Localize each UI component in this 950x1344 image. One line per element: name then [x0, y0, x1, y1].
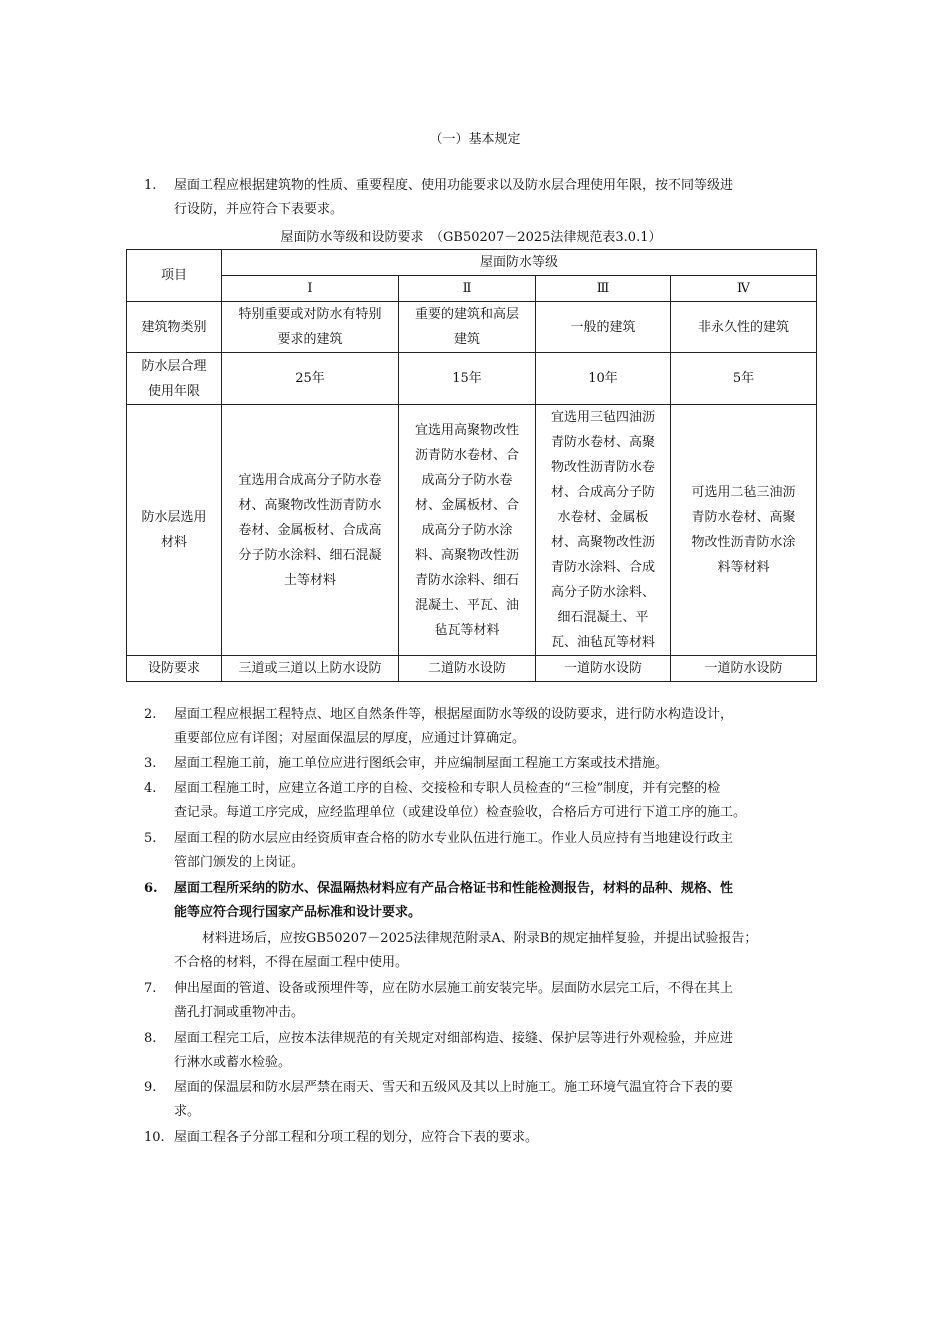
list-item-1: [144, 174, 804, 222]
header-level-1: Ⅰ: [222, 276, 399, 302]
item-text-line: 屋面工程应根据建筑物的性质、重要程度、使用功能要求以及防水层合理使用年限，按不同等级进: [174, 178, 734, 193]
note-line: 不合格的材料，不得在屋面工程中使用。: [174, 955, 409, 970]
item-number: 6.: [144, 881, 158, 896]
table-cell: 一道防水设防: [671, 656, 817, 682]
table-cell: 5年: [671, 353, 817, 405]
item-number: 9.: [144, 1080, 157, 1095]
item-number: 1.: [144, 178, 157, 193]
item-text-line: 屋面工程施工前，施工单位应进行图纸会审，并应编制屋面工程施工方案或技术措施。: [174, 756, 669, 771]
list-item-7: [144, 977, 804, 1025]
header-grade-group: 屋面防水等级: [222, 250, 817, 276]
item-text-line: 行设防，并应符合下表要求。: [174, 202, 344, 217]
table-cell: 15年: [399, 353, 536, 405]
item-text-line: 屋面工程施工时，应建立各道工序的自检、交接检和专职人员检查的“三检”制度，并有完整的检: [174, 781, 721, 796]
list-item-6: [144, 877, 804, 925]
item-number: 3.: [144, 756, 157, 771]
table-cell: 宜选用合成高分子防水卷 材、高聚物改性沥青防水 卷材、金属板材、合成高 分子防水涂料、细石混凝 土等材料: [222, 405, 399, 656]
header-level-3: Ⅲ: [536, 276, 671, 302]
item-text-line: 屋面的保温层和防水层严禁在雨天、雪天和五级风及其以上时施工。施工环境气温宜符合下表的要: [174, 1080, 734, 1095]
table-row-building-category: [127, 302, 817, 353]
table-row-service-life: [127, 353, 817, 405]
table-caption: 屋面防水等级和设防要求 （GB50207－2025法律规范表3.0.1）: [280, 230, 662, 245]
list-item-4: [144, 777, 804, 825]
item-number: 5.: [144, 831, 157, 846]
item-text-line: 屋面工程的防水层应由经资质审查合格的防水专业队伍进行施工。作业人员应持有当地建设行政主: [174, 831, 734, 846]
table-cell: 一般的建筑: [536, 302, 671, 353]
row-label: 防水层合理 使用年限: [127, 353, 222, 405]
list-item-2: [144, 703, 804, 751]
row-label: 建筑物类别: [127, 302, 222, 353]
table-cell: 可选用二毡三油沥 青防水卷材、高聚 物改性沥青防水涂 料等材料: [671, 405, 817, 656]
item-number: 7.: [144, 981, 157, 996]
item-text-line: 屋面工程各子分部工程和分项工程的划分，应符合下表的要求。: [174, 1130, 539, 1145]
table-cell: 三道或三道以上防水设防: [222, 656, 399, 682]
item-text-line: 屋面工程所采纳的防水、保温隔热材料应有产品合格证书和性能检测报告，材料的品种、规格、性: [174, 881, 734, 896]
item-text-line: 求。: [174, 1104, 201, 1119]
table-cell: 非永久性的建筑: [671, 302, 817, 353]
note-line: 材料进场后，应按GB50207－2025法律规范附录A、附录B的规定抽样复验，并提出试验报告；: [202, 931, 758, 946]
table-cell: 宜选用三毡四油沥 青防水卷材、高聚 物改性沥青防水卷 材、合成高分子防 水卷材、金属板 材、高聚物改性沥 青防水涂料、合成 高分子防水涂料、 细石混凝土、平 瓦、油毡瓦等材料: [536, 405, 671, 656]
item-text-line: 行淋水或蓄水检验。: [174, 1055, 292, 1070]
list-item-9: [144, 1076, 804, 1124]
table-row-defense-requirement: [127, 656, 817, 682]
table-cell: 特别重要或对防水有特别 要求的建筑: [222, 302, 399, 353]
item-text-line: 查记录。每道工序完成，应经监理单位（或建设单位）检查验收，合格后方可进行下道工序的施工。: [174, 805, 747, 820]
header-item: 项目: [127, 250, 222, 302]
item-6-note: [172, 927, 812, 975]
row-label: 设防要求: [127, 656, 222, 682]
item-text-line: 伸出屋面的管道、设备或预埋件等，应在防水层施工前安装完毕。层面防水层完工后，不得在其上: [174, 981, 734, 996]
list-item-5: [144, 827, 804, 875]
item-text-line: 屋面工程完工后，应按本法律规范的有关规定对细部构造、接缝、保护层等进行外观检验，并应进: [174, 1031, 734, 1046]
header-level-2: Ⅱ: [399, 276, 536, 302]
item-text-line: 管部门颁发的上岗证。: [174, 855, 305, 870]
section-heading: （一）基本规定: [429, 132, 521, 147]
table-cell: 二道防水设防: [399, 656, 536, 682]
table-cell: 宜选用高聚物改性 沥青防水卷材、合 成高分子防水卷 材、金属板材、合 成高分子防水涂 料、高聚物改性沥 青防水涂料、细石 混凝土、平瓦、油 毡瓦等材料: [399, 405, 536, 656]
item-text-line: 重要部位应有详图；对屋面保温层的厚度，应通过计算确定。: [174, 731, 526, 746]
item-text-line: 能等应符合现行国家产品标准和设计要求。: [174, 905, 422, 920]
list-item-10: [144, 1126, 804, 1150]
list-item-8: [144, 1027, 804, 1075]
item-number: 10.: [144, 1130, 165, 1145]
table-cell: 一道防水设防: [536, 656, 671, 682]
item-text-line: 凿孔打洞或重物冲击。: [174, 1005, 305, 1020]
table-row-materials: [127, 405, 817, 656]
item-number: 8.: [144, 1031, 157, 1046]
item-number: 4.: [144, 781, 157, 796]
waterproof-grade-table: [126, 249, 817, 682]
list-item-3: [144, 752, 804, 776]
header-level-4: Ⅳ: [671, 276, 817, 302]
item-number: 2.: [144, 707, 157, 722]
table-cell: 重要的建筑和高层 建筑: [399, 302, 536, 353]
item-text-line: 屋面工程应根据工程特点、地区自然条件等，根据屋面防水等级的设防要求，进行防水构造设计，: [174, 707, 734, 722]
table-cell: 25年: [222, 353, 399, 405]
row-label: 防水层选用 材料: [127, 405, 222, 656]
table-cell: 10年: [536, 353, 671, 405]
